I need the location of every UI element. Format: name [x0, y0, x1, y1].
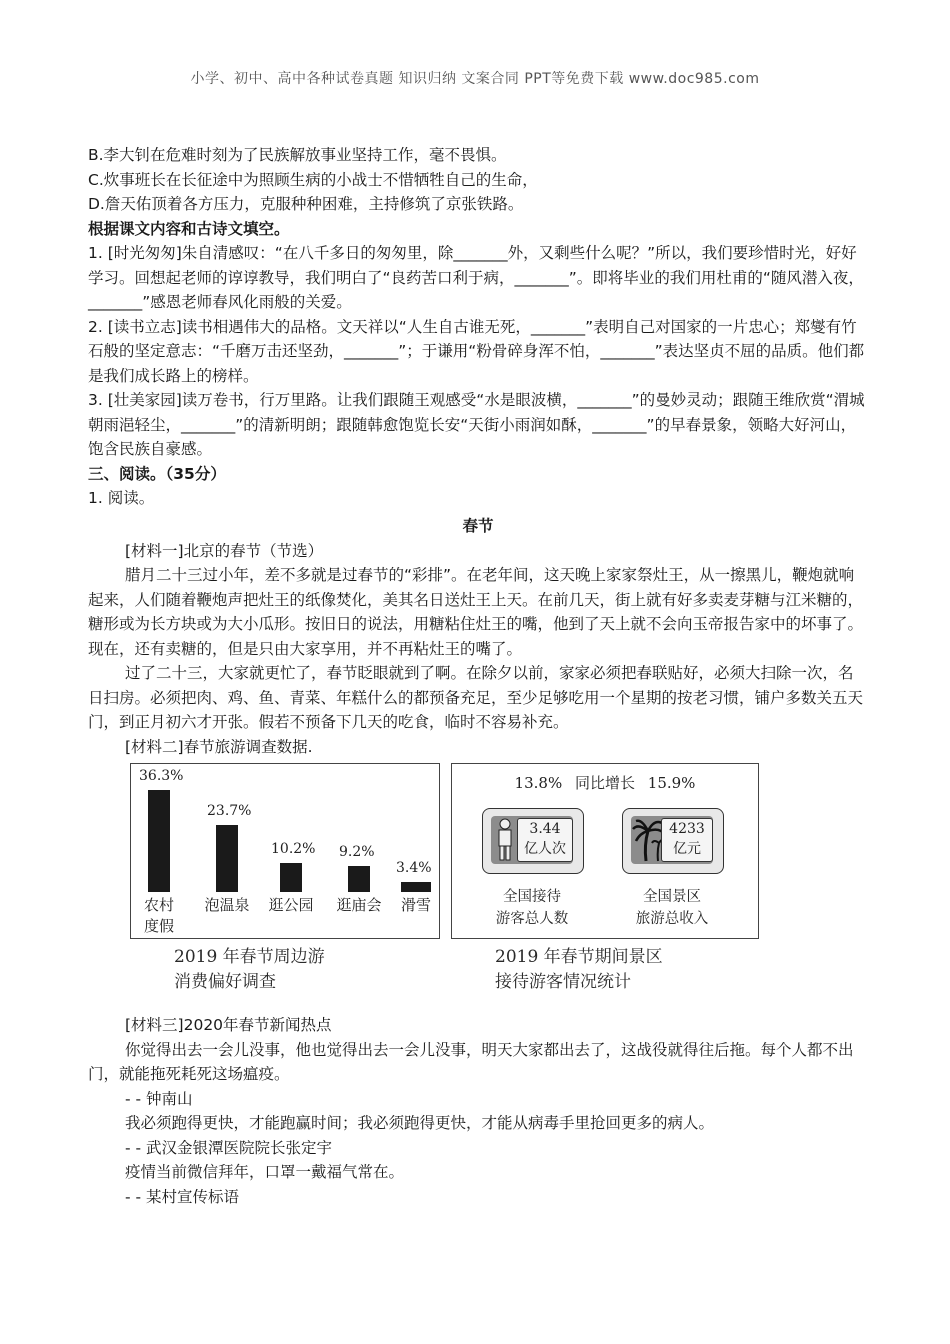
quote-source: - - 武汉金银潭医院院长张定宇 — [125, 1138, 333, 1157]
person-icon — [493, 818, 517, 862]
stats-caption-line: 2019 年春节期间景区 — [495, 947, 663, 967]
bar-value-label: 3.4% — [396, 860, 432, 877]
bar-value-label: 10.2% — [271, 841, 316, 858]
bar-逛庙会 — [348, 866, 370, 892]
visitor-number-box — [517, 818, 573, 862]
bar-category-line: 逛公园 — [268, 896, 314, 914]
visitor-stat-inner — [491, 816, 573, 864]
revenue-value: 4233 — [669, 821, 705, 837]
visitor-value: 3.44 — [529, 821, 561, 837]
article-title: 春节 — [462, 516, 494, 535]
fill-item-2: 2. [读书立志]读书相遇伟大的品格。文天祥以“人生自古谁无死，_______”表明自己对国家的一片忠心；郑燮有竹石般的坚定意志：“千磨万击还坚劲，_______”；于谦用“粉骨碎身浑不怕，_______”表达坚贞不屈的品质。他们都是我们成长路上的榜样。 — [88, 317, 865, 385]
material1-paragraph: 腊月二十三过小年，差不多就是过春节的“彩排”。在老年间，这天晚上家家祭灶王，从一擦黑儿，鞭炮就响起来，人们随着鞭炮声把灶王的纸像焚化，美其名日送灶王上天。在前几天，街上就有好多卖麦芽糖与江米糖的，糖形或为长方块或为大小瓜形。按旧日的说法，用糖粘住灶王的嘴，他到了天上就不会向玉帝报告家中的坏事了。现在，还有卖糖的，但是只由大家享用，并不再粘灶王的嘴了。 — [88, 566, 864, 658]
bar-value-label: 23.7% — [207, 803, 252, 820]
bar-chart-panel — [130, 763, 440, 939]
material1-paragraph: 过了二十三，大家就更忙了，春节眨眼就到了啊。在除夕以前，家家必须把春联贴好，必须大扫除一次，名日扫房。必须把肉、鸡、鱼、青菜、年糕什么的都预备充足，至少足够吃用一个星期的按老习惯，铺户多数关五天门，到正月初六才开张。假若不预备下几天的吃食，临时不容易补充。 — [88, 664, 864, 731]
revenue-label — [614, 886, 730, 930]
growth-left: 13.8% — [514, 774, 563, 792]
quote-text: 疫情当前微信拜年，口罩一戴福气常在。 — [125, 1163, 405, 1181]
bar-category-label — [197, 895, 257, 916]
revenue-stat-inner — [631, 816, 713, 864]
option-c: C.炊事班长在长征途中为照顾生病的小战士不惜牺牲自己的生命， — [88, 170, 538, 189]
visitor-unit: 亿人次 — [524, 841, 566, 857]
reading-question: 1. 阅读。 — [88, 489, 155, 507]
growth-middle: 同比增长 — [574, 774, 635, 792]
stats-caption — [495, 945, 663, 995]
document-body — [88, 143, 868, 1209]
material1-label: [材料一]北京的春节（节选） — [125, 541, 324, 560]
revenue-number-box — [661, 818, 713, 862]
material2-label: [材料二]春节旅游调查数据. — [125, 737, 313, 756]
revenue-label-line: 全国景区 — [643, 889, 701, 905]
bar-category-line: 度假 — [143, 917, 174, 935]
stats-panel — [451, 763, 759, 939]
bar-category-line: 滑雪 — [400, 896, 431, 914]
quote-text: 你觉得出去一会儿没事，他也觉得出去一会儿没事，明天大家都出去了，这战役就得往后拖。每个人都不出门，就能拖死耗死这场瘟疫。 — [88, 1040, 854, 1083]
bar-category-line: 逛庙会 — [336, 896, 382, 914]
bar-category-line: 泡温泉 — [204, 896, 250, 914]
quote-source: - - 钟南山 — [125, 1089, 193, 1108]
revenue-unit: 亿元 — [673, 841, 701, 857]
stats-caption-line: 接待游客情况统计 — [495, 972, 631, 992]
section-fill-heading: 根据课文内容和古诗文填空。 — [88, 219, 290, 238]
bar-category-label — [129, 895, 189, 937]
bar-value-label: 9.2% — [339, 844, 375, 861]
survey-figure — [88, 763, 868, 1005]
quote-source: - - 某村宣传标语 — [125, 1187, 240, 1206]
bar-category-label — [261, 895, 321, 916]
bar-chart-caption-line: 2019 年春节周边游 — [174, 947, 325, 967]
bar-chart-caption-line: 消费偏好调查 — [174, 972, 276, 992]
page-header: 小学、初中、高中各种试卷真题 知识归纳 文案合同 PPT等免费下载 www.doc985.com — [190, 71, 760, 87]
bar-滑雪 — [401, 882, 431, 892]
bar-泡温泉 — [216, 825, 238, 892]
visitor-label-line: 全国接待 — [503, 889, 561, 905]
bar-逛公园 — [280, 863, 302, 892]
bar-category-label — [329, 895, 389, 916]
fill-item-1: 1. [时光匆匆]朱自清感叹：“在八千多日的匆匆里，除_______外，又剩些什么呢？”所以，我们要珍惜时光，好好学习。回想起老师的谆谆教导，我们明白了“良药苦口利于病，_______”。即将毕业的我们用杜甫的“随风潜入夜，_______”感恩老师春风化雨般的关爱。 — [88, 244, 864, 311]
revenue-label-line: 旅游总收入 — [635, 911, 709, 927]
bar-category-label — [386, 895, 446, 916]
option-b: B.李大钊在危难时刻为了民族解放事业坚持工作，毫不畏惧。 — [88, 146, 507, 164]
growth-header — [452, 772, 758, 793]
growth-right: 15.9% — [647, 774, 696, 792]
bar-value-label: 36.3% — [139, 768, 184, 784]
material3-label: [材料三]2020年春节新闻热点 — [125, 1016, 332, 1034]
revenue-stat-box — [622, 808, 724, 874]
bar-农村度假 — [148, 790, 170, 892]
option-d: D.詹天佑顶着各方压力，克服种种困难，主持修筑了京张铁路。 — [88, 195, 524, 213]
visitor-label-line: 游客总人数 — [495, 911, 569, 927]
bar-category-line: 农村 — [143, 896, 174, 914]
visitor-label — [474, 886, 590, 930]
visitor-stat-box — [482, 808, 584, 874]
section-reading-heading: 三、阅读。（35分） — [88, 464, 226, 483]
quote-text: 我必须跑得更快，才能跑赢时间；我必须跑得更快，才能从病毒手里抢回更多的病人。 — [125, 1114, 715, 1132]
fill-item-3: 3. [壮美家园]读万卷书，行万里路。让我们跟随王观感受“水是眼波横，_______”的曼妙灵动；跟随王维欣赏“渭城朝雨浥轻尘，_______”的清新明朗；跟随韩愈饱览长安“天街小雨润如酥，_______”的早春景象，领略大好河山，饱含民族自豪感。 — [88, 391, 865, 458]
bar-chart-caption — [174, 945, 325, 995]
